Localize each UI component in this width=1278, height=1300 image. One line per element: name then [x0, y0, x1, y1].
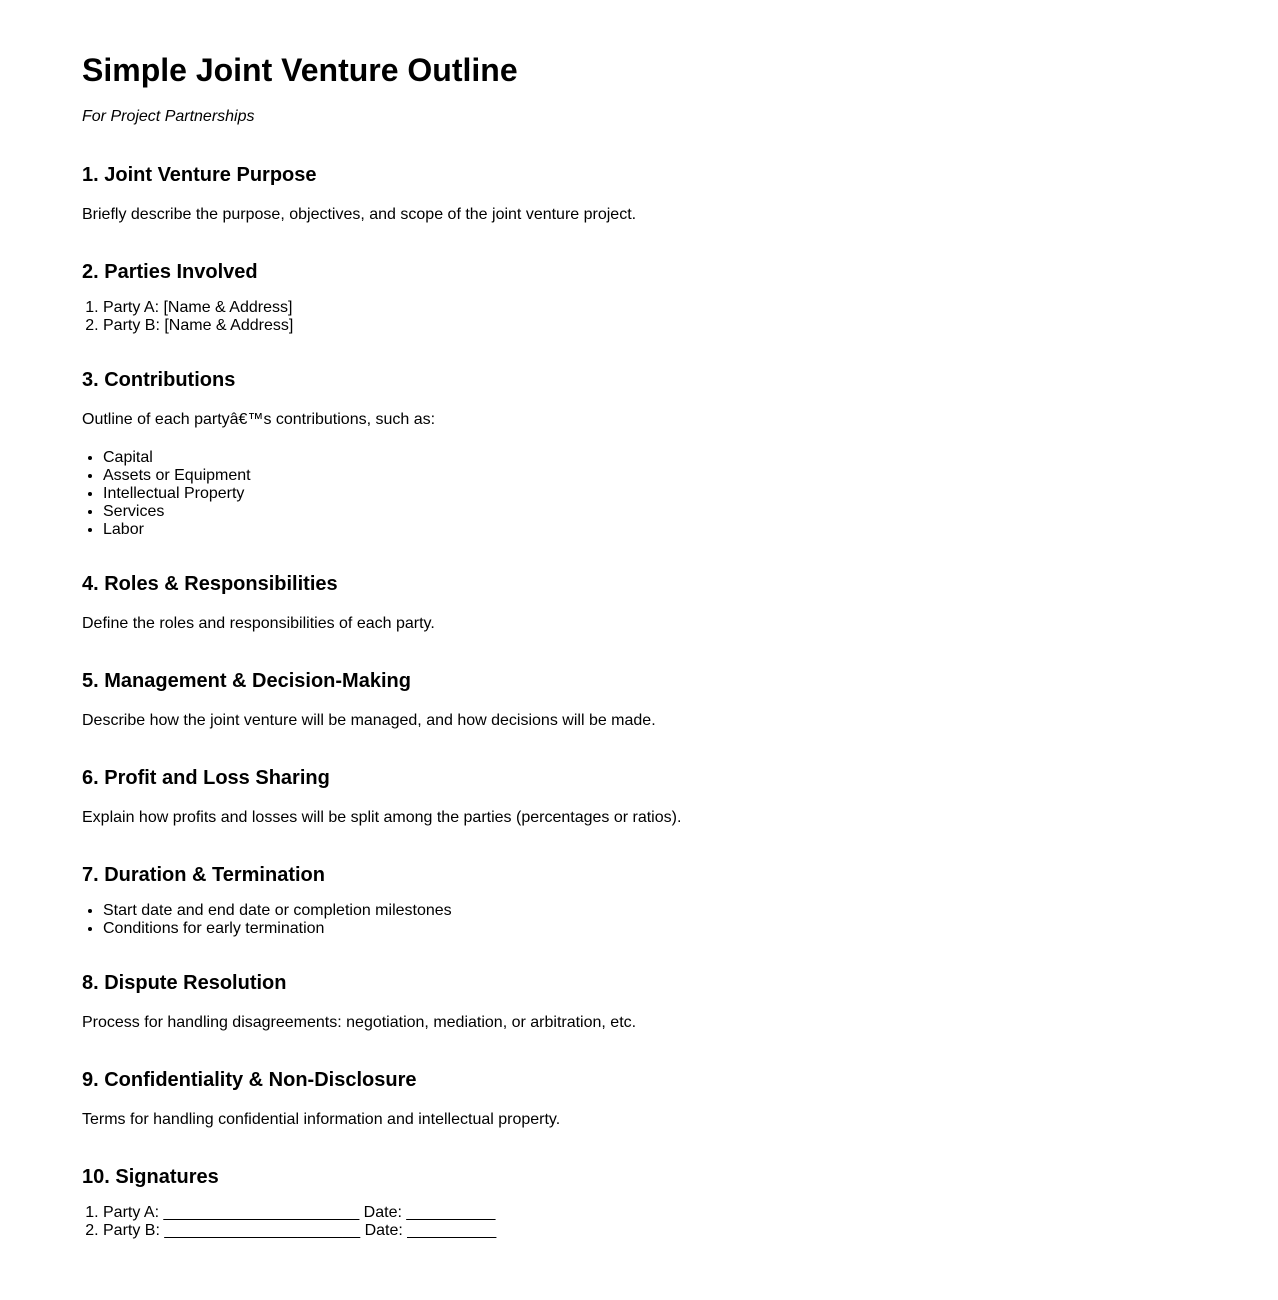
list-item: • Start date and end date or completion milestones	[103, 902, 1278, 920]
contributions-list	[82, 449, 1278, 539]
section-heading: 3. Contributions	[82, 369, 236, 391]
section-text: Define the roles and responsibilities of each party.	[82, 615, 435, 632]
section-text: Describe how the joint venture will be managed, and how decisions will be made.	[82, 712, 656, 729]
section-heading: 6. Profit and Loss Sharing	[82, 767, 330, 789]
section-heading: 10. Signatures	[82, 1166, 219, 1188]
section-heading: 7. Duration & Termination	[82, 864, 325, 886]
section-profit-loss	[82, 766, 1278, 827]
section-duration	[82, 863, 1278, 938]
section-parties	[82, 260, 1278, 335]
section-text: Outline of each partyâ€™s contributions, such as:	[82, 411, 436, 428]
section-text: Process for handling disagreements: negotiation, mediation, or arbitration, etc.	[82, 1014, 637, 1031]
section-heading: 1. Joint Venture Purpose	[82, 164, 317, 186]
section-heading: 4. Roles & Responsibilities	[82, 573, 338, 595]
list-item: • Capital	[103, 449, 1278, 467]
parties-list	[82, 299, 1278, 335]
section-confidentiality	[82, 1068, 1278, 1129]
document-subtitle: For Project Partnerships	[82, 108, 255, 125]
section-text: Explain how profits and losses will be split among the parties (percentages or ratios).	[82, 809, 682, 826]
section-roles	[82, 572, 1278, 633]
signatures-list	[82, 1204, 1278, 1240]
section-heading: 2. Parties Involved	[82, 261, 258, 283]
list-item: 2. Party B: [Name & Address]	[103, 317, 1278, 335]
section-management	[82, 669, 1278, 730]
section-contributions	[82, 368, 1278, 539]
section-dispute	[82, 971, 1278, 1032]
signature-line-party-b: 2. Party B: ______________________ Date: __________	[103, 1222, 1278, 1240]
section-heading: 8. Dispute Resolution	[82, 972, 287, 994]
section-purpose	[82, 163, 1278, 224]
list-item: • Labor	[103, 521, 1278, 539]
section-signatures	[82, 1165, 1278, 1240]
document-title: Simple Joint Venture Outline	[82, 52, 518, 88]
section-heading: 9. Confidentiality & Non-Disclosure	[82, 1069, 417, 1091]
section-heading: 5. Management & Decision-Making	[82, 670, 411, 692]
list-item: • Conditions for early termination	[103, 920, 1278, 938]
list-item: 1. Party A: [Name & Address]	[103, 299, 1278, 317]
signature-line-party-a: 1. Party A: ______________________ Date: __________	[103, 1204, 1278, 1222]
list-item: • Services	[103, 503, 1278, 521]
section-text: Briefly describe the purpose, objectives, and scope of the joint venture project.	[82, 206, 637, 223]
list-item: • Assets or Equipment	[103, 467, 1278, 485]
list-item: • Intellectual Property	[103, 485, 1278, 503]
section-text: Terms for handling confidential information and intellectual property.	[82, 1111, 561, 1128]
duration-list	[82, 902, 1278, 938]
